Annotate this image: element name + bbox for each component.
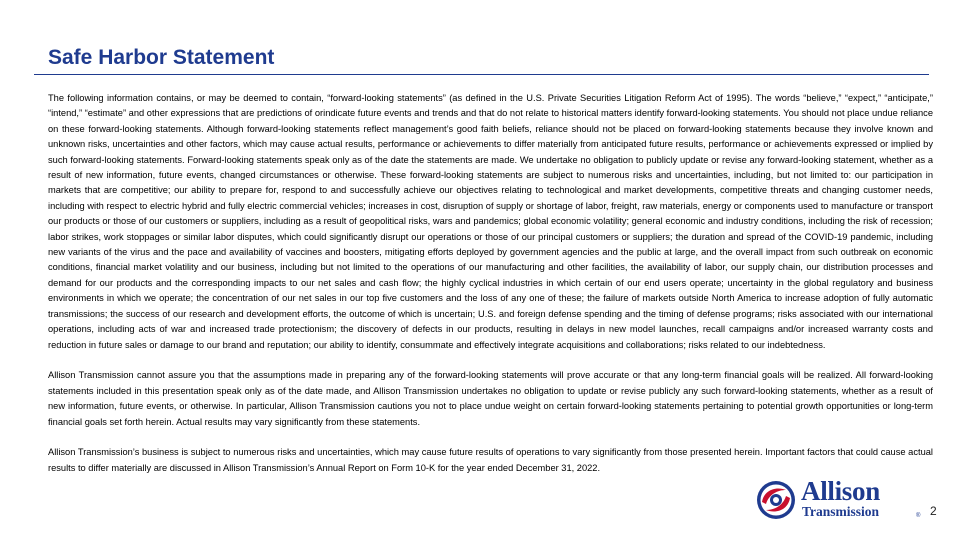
logo-wordmark: Allison	[801, 476, 880, 506]
body-paragraph-2: Allison Transmission cannot assure you that the assumptions made in preparing any of the forward-looking statements will prove accurate or that any long-term financial goals will be realized. All forward-looking statements included in this presentation speak only as of the date made, and Allison Transmission undertakes no obligation to update or revise publicly any such forward-looking statements, whether as a result of new information, future events, or otherwise. In particular, Allison Transmission cautions you not to place undue weight on certain forward-looking statements pertaining to potential growth opportunities or long-term financial goals set forth herein. Actual results may vary significantly from these statements.	[48, 370, 933, 427]
allison-transmission-logo	[756, 478, 921, 522]
slide-title: Safe Harbor Statement	[48, 46, 275, 69]
body-paragraph-3: Allison Transmission’s business is subject to numerous risks and uncertainties, which may cause future results of operations to vary significantly from those presented herein. Important factors that could cause actual results to differ materially are discussed in Allison Transmission’s Annual Report on Form 10-K for the year ended December 31, 2022.	[48, 447, 933, 473]
safe-harbor-body	[48, 91, 933, 492]
page-number: 2	[930, 504, 937, 518]
logo-subtitle: Transmission	[802, 504, 880, 519]
logo-registered-mark: ®	[916, 513, 921, 519]
title-divider	[34, 74, 929, 75]
body-paragraph-1: The following information contains, or may be deemed to contain, “forward-looking statements” (as defined in the U.S. Private Securities Litigation Reform Act of 1995). The words “believe,” “expect,” “anticipate,” “intend,” “estimate” and other expressions that are predictions of orindicate future events and trends and that do not relate to historical matters identify forward-looking statements. You should not place undue reliance on these forward-looking statements. Although forward-looking statements reflect management’s good faith beliefs, reliance should not be placed on forward-looking statements because they involve known and unknown risks, uncertainties and other factors, which may cause actual results, performance or achievements to differ materially from anticipated future results, performance or achievements expressed or implied by such forward-looking statements. Forward-looking statements speak only as of the date the statements are made. We undertake no obligation to publicly update or revise any forward-looking statement, whether as a result of new information, future events, changed circumstances or otherwise. These forward-looking statements are subject to numerous risks and uncertainties, including, but not limited to: our participation in markets that are competitive; our ability to prepare for, respond to and successfully achieve our objectives relating to technological and market developments, competitive threats and changing customer needs, including with respect to electric hybrid and fully electric commercial vehicles; increases in cost, disruption of supply or shortage of labor, freight, raw materials, energy or components used to manufacture or transport our products or those of our customers or suppliers, including as a result of geopolitical risks, wars and pandemics; global economic volatility; general economic and industry conditions, including the risk of recession; labor strikes, work stoppages or similar labor disputes, which could significantly disrupt our operations or those of our principal customers or suppliers; the duration and spread of the COVID-19 pandemic, including new variants of the virus and the pace and availability of vaccines and boosters, mitigating efforts deployed by government agencies and the public at large, and the overall impact from such outbreak on economic conditions, financial market volatility and our business, including but not limited to the operations of our manufacturing and other facilities, the availability of labor, our supply chain, our distribution processes and demand for our products and the corresponding impacts to our net sales and cash flow; the highly cyclical industries in which certain of our end users operate; uncertainty in the global regulatory and business environments in which we operate; the concentration of our net sales in our top five customers and the loss of any one of these; the failure of markets outside North America to increase adoption of fully automatic transmissions; the success of our research and development efforts, the outcome of which is uncertain; U.S. and foreign defense spending and the timing of defense programs; risks associated with our international operations, including acts of war and increased trade protectionism; the discovery of defects in our products, resulting in delays in new model launches, recall campaigns and/or increased warranty costs and reduction in future sales or damage to our brand and reputation; our ability to identify, consummate and effectively integrate acquisitions and collaborations; risks related to our indebtedness.	[48, 93, 933, 350]
allison-logo-mark-icon	[756, 480, 796, 520]
